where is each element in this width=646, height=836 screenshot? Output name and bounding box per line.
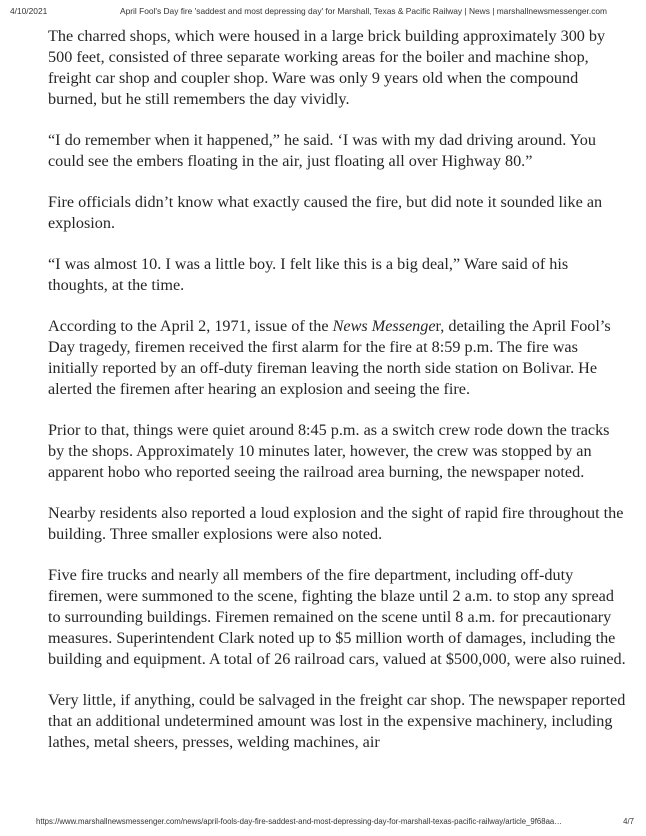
article-paragraph-8: Five fire trucks and nearly all members of the fire department, including off-duty firemen, were summoned to the scene, fighting the blaze until 2 a.m. to stop any spread to surrounding buildings. Firemen remained on the scene until 8 a.m. for precautionary measures. Superintendent Clark noted up to $5 million worth of damages, including the building and equipment. A total of 26 railroad cars, valued at $500,000, were also ruined. — [48, 566, 626, 668]
article-body — [48, 26, 628, 753]
paragraph-5-rest: r, detailing the April Fool’s Day tragedy, firemen received the first alarm for the fire at 8:59 p.m. The fire was initially reported by an off-duty fireman leaving the north side station on Bolivar. He alerted the firemen after hearing an explosion and seeing the fire. — [48, 317, 611, 398]
paragraph-5-lead: According to the April 2, 1971, issue of the — [48, 317, 333, 335]
page-number: 4/7 — [623, 817, 634, 826]
article-paragraph-1: The charred shops, which were housed in a large brick building approximately 300 by 500 feet, consisted of three separate working areas for the boiler and machine shop, freight car shop and coupler shop. Ware was only 9 years old when the compound burned, but he still remembers the day vividly. — [48, 27, 606, 108]
print-footer — [36, 817, 634, 829]
article-paragraph-2: “I do remember when it happened,” he said. ‘I was with my dad driving around. You could see the embers floating in the air, just floating all over Highway 80.” — [48, 131, 596, 170]
article-paragraph-6: Prior to that, things were quiet around 8:45 p.m. as a switch crew rode down the tracks by the shops. Approximately 10 minutes later, however, the crew was stopped by an apparent hobo who reported seeing the railroad area burning, the newspaper noted. — [48, 421, 610, 481]
article-paragraph-4: “I was almost 10. I was a little boy. I felt like this is a big deal,” Ware said of his thoughts, at the time. — [48, 255, 569, 294]
print-page-title: April Fool's Day fire 'saddest and most depressing day' for Marshall, Texas & Pacific Railway | News | marshallnewsmessenger.com — [120, 6, 608, 16]
print-header — [10, 6, 634, 18]
publication-name: News Messenge — [332, 317, 436, 335]
print-date: 4/10/2021 — [10, 6, 48, 16]
article-paragraph-3: Fire officials didn’t know what exactly caused the fire, but did note it sounded like an explosion. — [48, 193, 603, 232]
print-url: https://www.marshallnewsmessenger.com/news/april-fools-day-fire-saddest-and-most-depressing-day-for-marshall-texas-pacific-railway/article_9f68aa… — [36, 817, 563, 826]
article-paragraph-7: Nearby residents also reported a loud explosion and the sight of rapid fire throughout the building. Three smaller explosions were also noted. — [48, 504, 624, 543]
article-paragraph-9: Very little, if anything, could be salvaged in the freight car shop. The newspaper reported that an additional undetermined amount was lost in the expensive machinery, including lathes, metal sheers, presses, welding machines, air — [48, 691, 626, 751]
article-paragraph-5 — [48, 316, 628, 400]
